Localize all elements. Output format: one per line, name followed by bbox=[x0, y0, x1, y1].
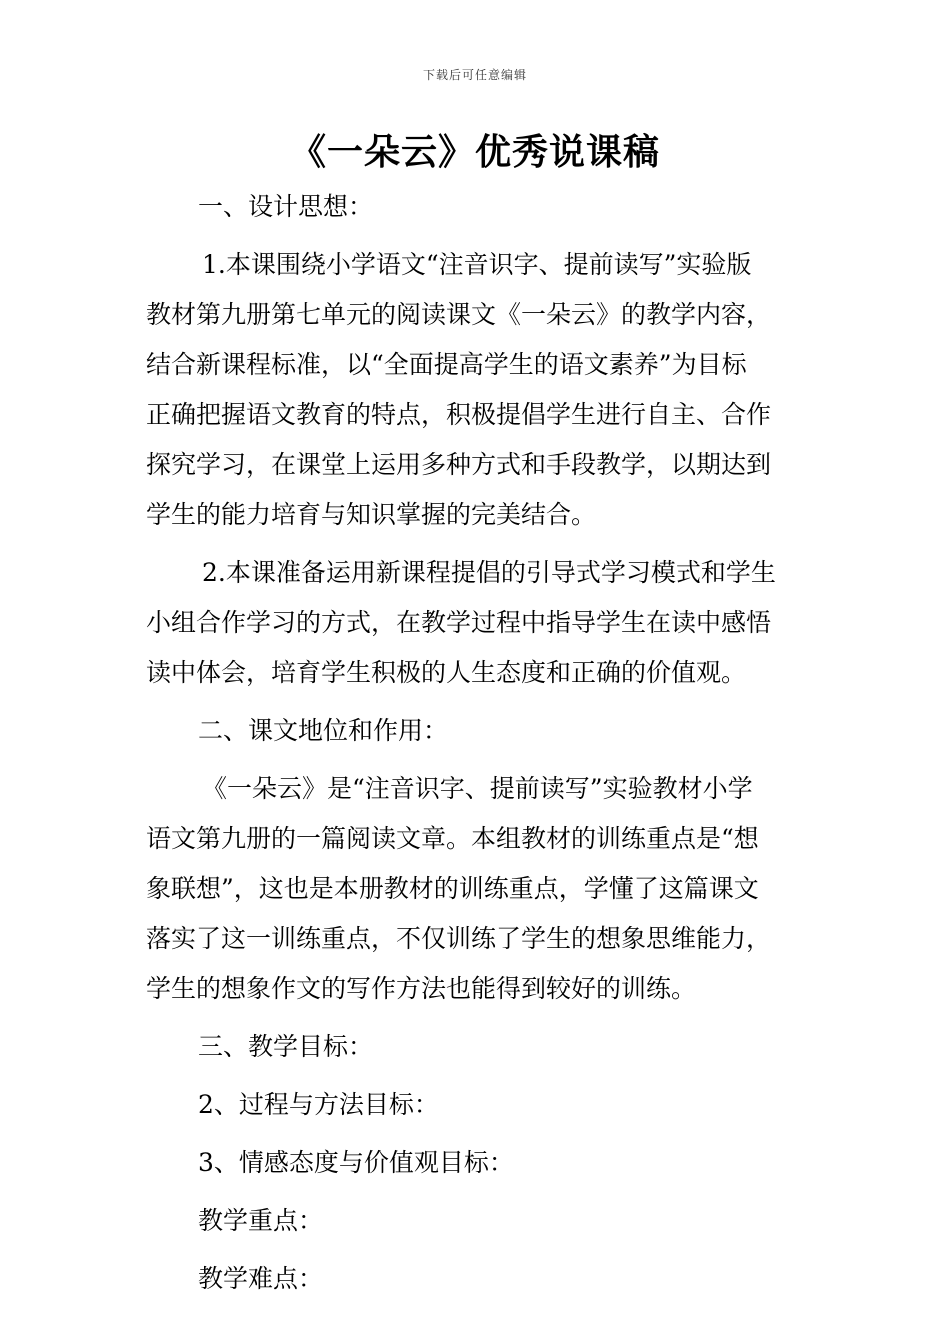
teaching-key-point: 教学重点： bbox=[198, 1206, 324, 1235]
paragraph-line: 语文第九册的一篇阅读文章。本组教材的训练重点是“想 bbox=[146, 824, 759, 853]
paragraph-line: 结合新课程标准，以“全面提高学生的语文素养”为目标 bbox=[146, 350, 747, 379]
paragraph-1 bbox=[146, 240, 812, 540]
paragraph-line: 落实了这一训练重点，不仅训练了学生的想象思维能力， bbox=[146, 924, 772, 953]
paragraph-3 bbox=[146, 764, 812, 1014]
paragraph-line: 1.本课围绕小学语文“注音识字、提前读写”实验版 bbox=[202, 250, 752, 279]
paragraph-line: 学生的能力培育与知识掌握的完美结合。 bbox=[146, 500, 597, 529]
paragraph-line: 教材第九册第七单元的阅读课文《一朵云》的教学内容， bbox=[146, 300, 772, 329]
paragraph-line: 读中体会，培育学生积极的人生态度和正确的价值观。 bbox=[146, 658, 747, 687]
paragraph-line: 小组合作学习的方式，在教学过程中指导学生在读中感悟 bbox=[146, 608, 772, 637]
paragraph-line: 《一朵云》是“注音识字、提前读写”实验教材小学 bbox=[202, 774, 753, 803]
paragraph-2 bbox=[146, 548, 812, 698]
paragraph-line: 象联想”，这也是本册教材的训练重点，学懂了这篇课文 bbox=[146, 874, 759, 903]
goal-process-method: 2、过程与方法目标： bbox=[198, 1090, 439, 1119]
paragraph-line: 学生的想象作文的写作方法也能得到较好的训练。 bbox=[146, 974, 697, 1003]
paragraph-line: 2.本课准备运用新课程提倡的引导式学习模式和学生 bbox=[202, 558, 776, 587]
page-title: 《一朵云》优秀说课稿 bbox=[289, 132, 660, 173]
teaching-difficult-point: 教学难点： bbox=[198, 1264, 324, 1293]
goal-attitude-values: 3、情感态度与价值观目标： bbox=[198, 1148, 514, 1177]
paragraph-line: 探究学习，在课堂上运用多种方式和手段教学，以期达到 bbox=[146, 450, 772, 479]
paragraph-line: 正确把握语文教育的特点，积极提倡学生进行自主、合作 bbox=[146, 400, 772, 429]
header-note: 下载后可任意编辑 bbox=[422, 68, 527, 82]
section-heading-design: 一、设计思想： bbox=[198, 192, 374, 221]
document-body bbox=[146, 182, 812, 1304]
section-heading-position: 二、课文地位和作用： bbox=[198, 716, 449, 745]
section-heading-goals: 三、教学目标： bbox=[198, 1032, 374, 1061]
